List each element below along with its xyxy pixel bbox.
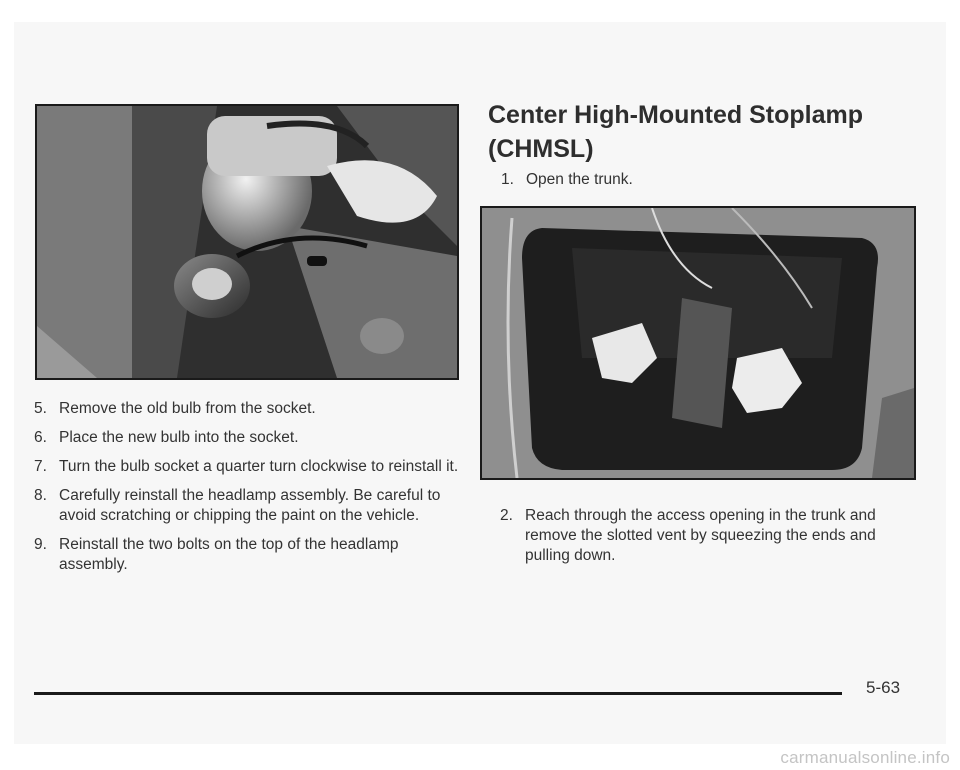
manual-page <box>14 22 946 744</box>
trunk-vent-illustration <box>482 208 914 478</box>
headlamp-bulb-illustration <box>37 106 457 378</box>
step-text: Turn the bulb socket a quarter turn clockwise to reinstall it. <box>59 458 459 475</box>
step-item <box>34 428 464 448</box>
step-number: 2. <box>500 507 513 524</box>
step-list-left <box>34 399 464 584</box>
section-heading <box>488 98 928 166</box>
step-text: Remove the old bulb from the socket. <box>59 400 316 417</box>
step-number: 8. <box>34 487 47 504</box>
section-heading-line2: (CHMSL) <box>488 135 594 163</box>
step-list-right-bottom <box>500 506 920 575</box>
step-item <box>34 535 464 575</box>
step-item <box>34 399 464 419</box>
step-item <box>500 506 920 566</box>
step-text: Open the trunk. <box>526 171 633 188</box>
page-number: 5-63 <box>866 678 901 697</box>
step-number: 9. <box>34 536 47 553</box>
step-number: 5. <box>34 400 47 417</box>
watermark: carmanualsonline.info <box>780 748 950 767</box>
step-item <box>34 457 464 477</box>
step-number: 6. <box>34 429 47 446</box>
step-item <box>501 170 921 190</box>
footer-rule <box>34 692 842 695</box>
headlamp-bulb-photo <box>35 104 459 380</box>
step-number: 7. <box>34 458 47 475</box>
step-text: Carefully reinstall the headlamp assembly. Be careful to avoid scratching or chipping the paint on the vehicle. <box>59 487 441 524</box>
trunk-access-opening-photo <box>480 206 916 480</box>
step-text: Place the new bulb into the socket. <box>59 429 299 446</box>
section-heading-line1: Center High-Mounted Stoplamp <box>488 101 863 129</box>
step-list-right-top <box>501 170 921 199</box>
step-item <box>34 486 464 526</box>
step-number: 1. <box>501 171 514 188</box>
step-text: Reinstall the two bolts on the top of the headlamp assembly. <box>59 536 399 573</box>
step-text: Reach through the access opening in the trunk and remove the slotted vent by squeezing the ends and pulling down. <box>525 507 876 564</box>
